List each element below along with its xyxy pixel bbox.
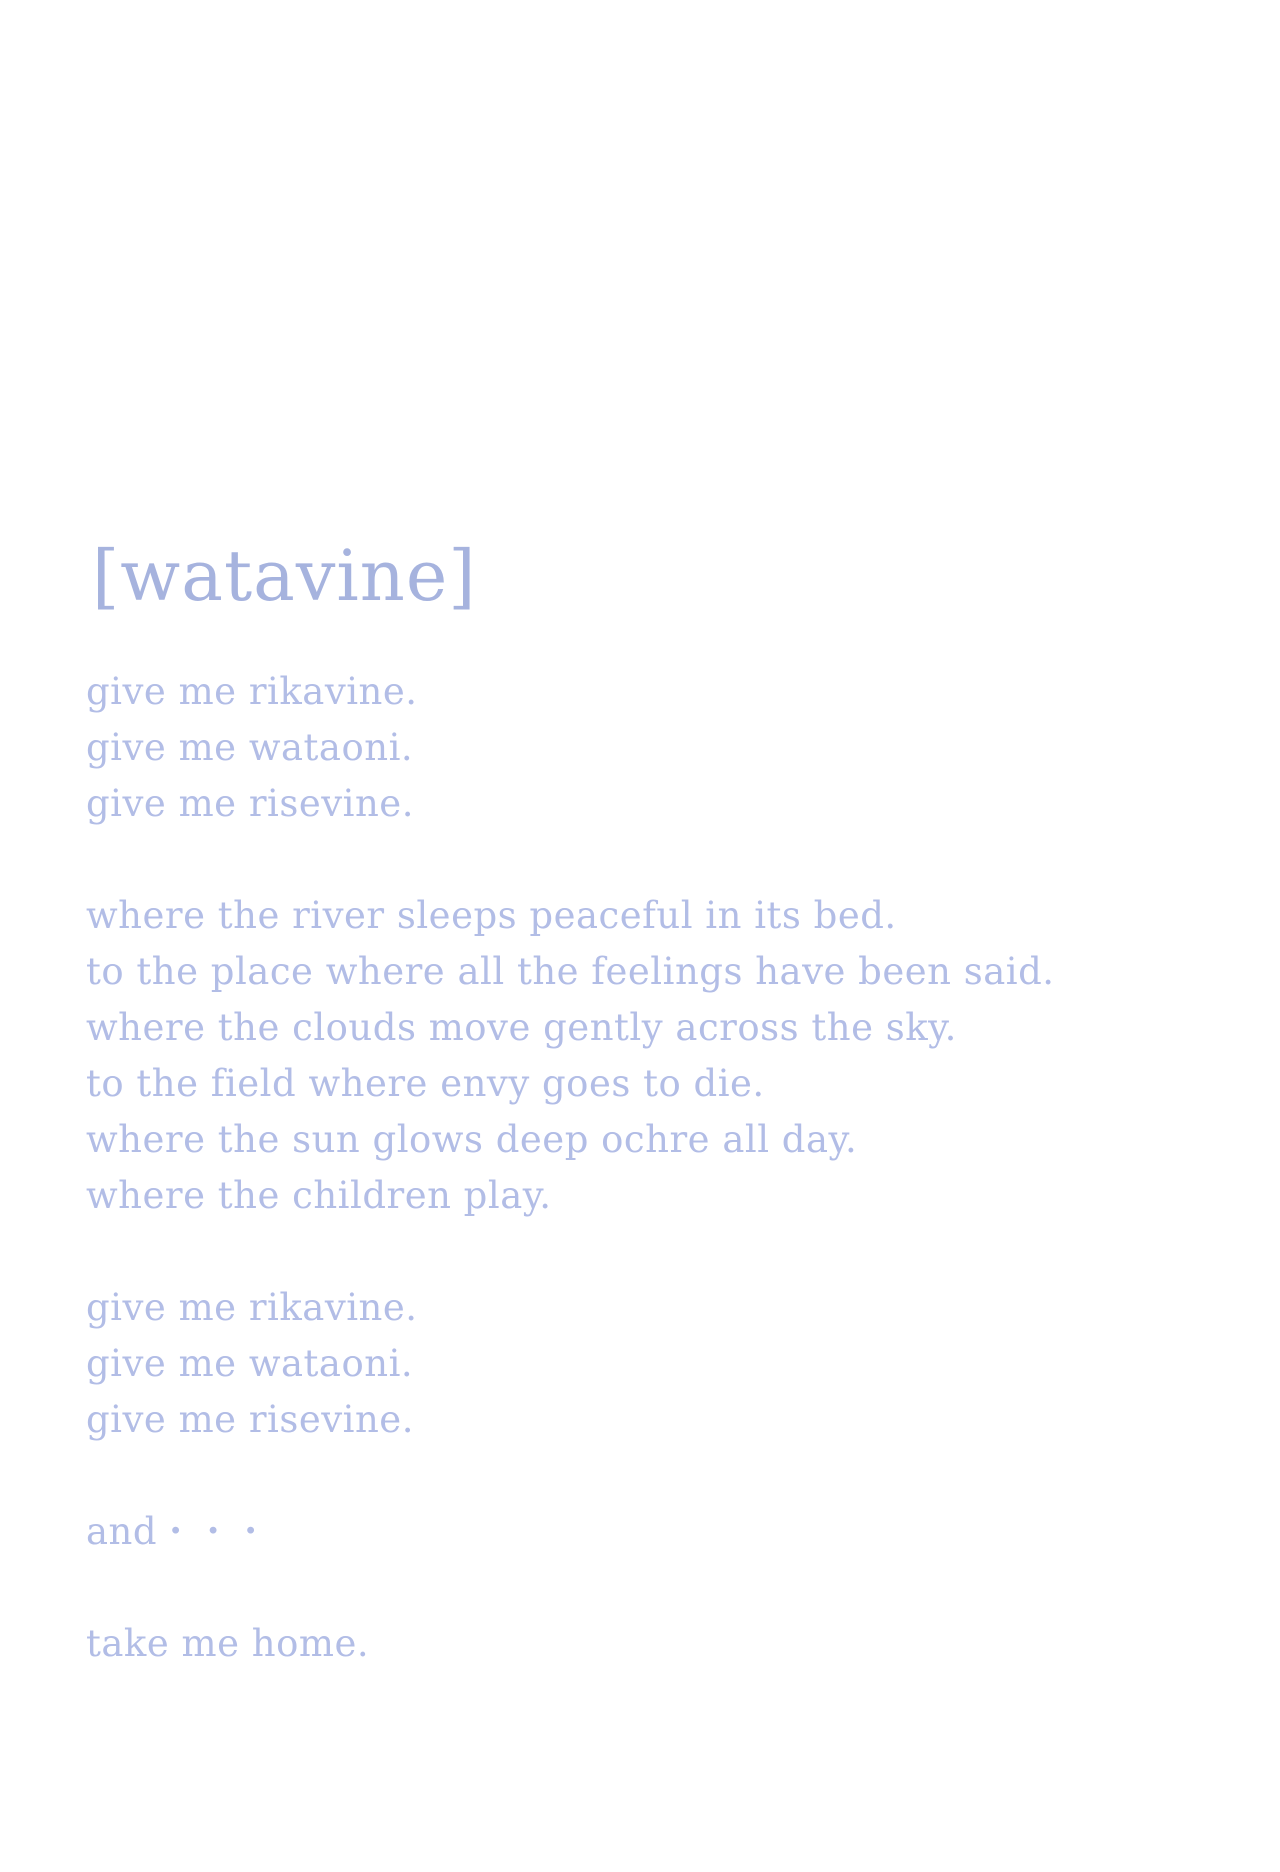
poem-line: where the sun glows deep ochre all day. — [86, 1118, 858, 1161]
poem-line: give me rikavine. — [86, 1286, 418, 1329]
poem-line: and・・・ — [86, 1510, 270, 1553]
stanza-1 — [86, 664, 1206, 832]
stanza-gap — [86, 832, 1206, 888]
stanza-4 — [86, 1504, 1206, 1560]
poem-line: where the river sleeps peaceful in its bed. — [86, 894, 897, 937]
poem-line: where the children play. — [86, 1174, 552, 1217]
stanza-gap — [86, 1224, 1206, 1280]
poem-line: take me home. — [86, 1622, 370, 1665]
stanza-3 — [86, 1280, 1206, 1448]
poem-line: give me rikavine. — [86, 670, 418, 713]
poem-title: [watavine] — [92, 535, 477, 617]
poem-line: give me wataoni. — [86, 1342, 414, 1385]
poem-line: to the field where envy goes to die. — [86, 1062, 765, 1105]
poem-line: to the place where all the feelings have been said. — [86, 950, 1055, 993]
poem-line: give me risevine. — [86, 782, 414, 825]
stanza-gap — [86, 1560, 1206, 1616]
poem-line: give me wataoni. — [86, 726, 414, 769]
poem-body — [86, 664, 1206, 1672]
poem-line: where the clouds move gently across the sky. — [86, 1006, 957, 1049]
stanza-5 — [86, 1616, 1206, 1672]
stanza-2 — [86, 888, 1206, 1224]
poem-line: give me risevine. — [86, 1398, 414, 1441]
stanza-gap — [86, 1448, 1206, 1504]
